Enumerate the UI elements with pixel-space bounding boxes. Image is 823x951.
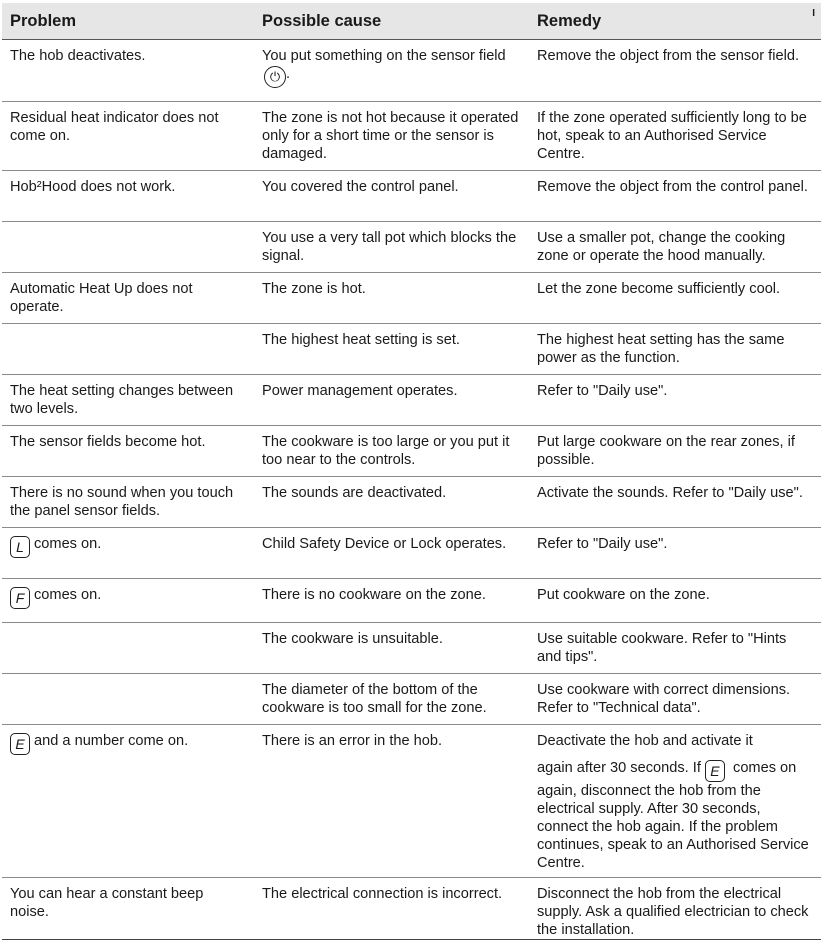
troubleshooting-table [2, 3, 821, 940]
remedy-cell: Put cookware on the zone. [529, 579, 821, 623]
cause-cell: The cookware is too large or you put it too near to the controls. [254, 426, 529, 477]
header-problem: Problem [2, 3, 254, 40]
problem-cell: L comes on. [2, 528, 254, 579]
cause-cell: There is an error in the hob. [254, 725, 529, 878]
lock-symbol-icon: L [10, 536, 30, 558]
table-row [2, 324, 821, 375]
f-display-icon: F [10, 587, 30, 609]
table-row [2, 674, 821, 725]
power-sensor-icon: ⏻ [264, 66, 286, 88]
problem-cell: The heat setting changes between two levels. [2, 375, 254, 426]
table-header-row [2, 3, 821, 40]
problem-cell: You can hear a constant beep noise. [2, 878, 254, 940]
table-row [2, 171, 821, 222]
problem-cell [2, 623, 254, 674]
cause-cell: The zone is hot. [254, 273, 529, 324]
problem-cell [2, 222, 254, 273]
remedy-cell: Disconnect the hob from the electrical supply. Ask a qualified electrician to check the installation. [529, 878, 821, 940]
e-display-icon: E [705, 760, 725, 782]
problem-cell: Residual heat indicator does not come on. [2, 102, 254, 171]
cause-cell: The cookware is unsuitable. [254, 623, 529, 674]
header-remedy: Remedy [537, 12, 602, 30]
cause-cell: The highest heat setting is set. [254, 324, 529, 375]
table-row [2, 102, 821, 171]
problem-cell: The sensor fields become hot. [2, 426, 254, 477]
table-row [2, 878, 821, 940]
problem-cell [2, 324, 254, 375]
cause-cell: You put something on the sensor field ⏻ . [254, 40, 529, 102]
remedy-cell: If the zone operated sufficiently long to be hot, speak to an Authorised Service Centre. [529, 102, 821, 171]
table-row [2, 222, 821, 273]
remedy-cell: Remove the object from the sensor field. [529, 40, 821, 102]
table-row [2, 273, 821, 324]
table-row [2, 477, 821, 528]
problem-cell [2, 674, 254, 725]
problem-cell: Automatic Heat Up does not operate. [2, 273, 254, 324]
cause-cell: The electrical connection is incorrect. [254, 878, 529, 940]
cause-cell: The zone is not hot because it operated only for a short time or the sensor is damaged. [254, 102, 529, 171]
remedy-cell: Refer to "Daily use". [529, 528, 821, 579]
table-row [2, 623, 821, 674]
cause-cell: You use a very tall pot which blocks the signal. [254, 222, 529, 273]
e-display-icon: E [10, 733, 30, 755]
remedy-cell: Let the zone become sufficiently cool. [529, 273, 821, 324]
remedy-cell: Use suitable cookware. Refer to "Hints and tips". [529, 623, 821, 674]
cause-cell: There is no cookware on the zone. [254, 579, 529, 623]
problem-cell: There is no sound when you touch the panel sensor fields. [2, 477, 254, 528]
header-mark: I [812, 8, 815, 19]
remedy-cell: Activate the sounds. Refer to "Daily use". [529, 477, 821, 528]
table-row [2, 375, 821, 426]
problem-cell: Hob²Hood does not work. [2, 171, 254, 222]
remedy-cell: Use cookware with correct dimensions. Refer to "Technical data". [529, 674, 821, 725]
table-row [2, 40, 821, 102]
cause-cell: The diameter of the bottom of the cookware is too small for the zone. [254, 674, 529, 725]
table-row [2, 725, 821, 878]
cause-cell: Power management operates. [254, 375, 529, 426]
remedy-cell: Remove the object from the control panel. [529, 171, 821, 222]
cause-cell: The sounds are deactivated. [254, 477, 529, 528]
table-row [2, 528, 821, 579]
remedy-cell: Refer to "Daily use". [529, 375, 821, 426]
problem-cell: The hob deactivates. [2, 40, 254, 102]
remedy-cell: Use a smaller pot, change the cooking zone or operate the hood manually. [529, 222, 821, 273]
cause-cell: You covered the control panel. [254, 171, 529, 222]
problem-cell: F comes on. [2, 579, 254, 623]
remedy-cell: The highest heat setting has the same power as the function. [529, 324, 821, 375]
remedy-cell: Put large cookware on the rear zones, if possible. [529, 426, 821, 477]
header-cause: Possible cause [254, 3, 529, 40]
remedy-cell: Deactivate the hob and activate it again after 30 seconds. If E comes on again, disconnect the hob from the electrical supply. After 30 seconds, connect the hob again. If the problem continues, speak to an Authorised Service Centre. [529, 725, 821, 878]
table-row [2, 579, 821, 623]
problem-cell: E and a number come on. [2, 725, 254, 878]
table-row [2, 426, 821, 477]
cause-cell: Child Safety Device or Lock operates. [254, 528, 529, 579]
